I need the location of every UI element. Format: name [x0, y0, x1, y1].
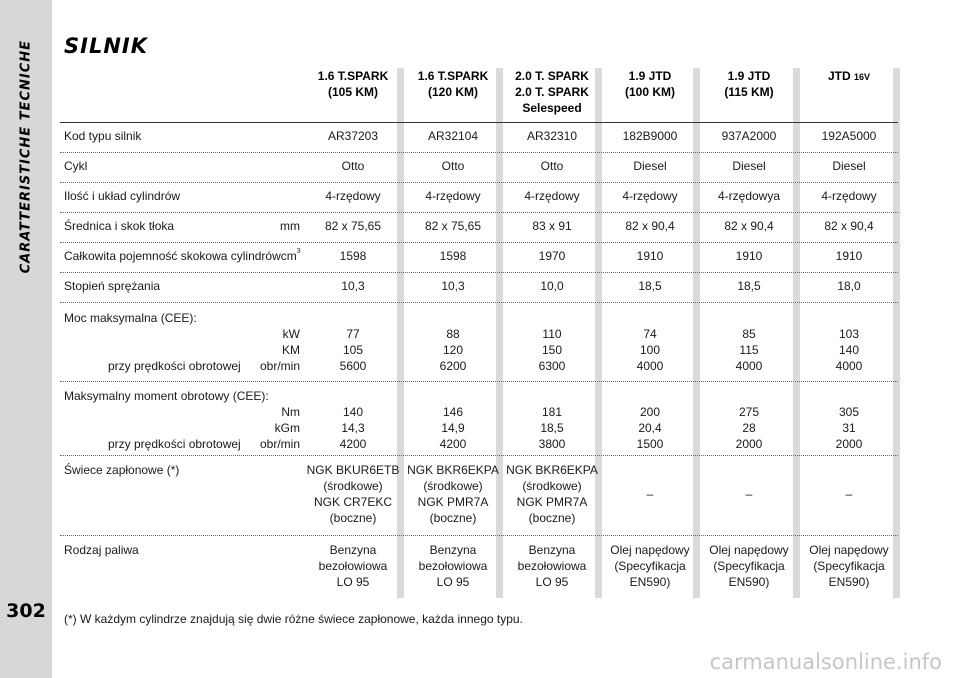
table-cell [702, 248, 796, 264]
cell-line: AR37203 [327, 129, 379, 143]
cell-line: 105 [342, 343, 364, 357]
cell-line: NGK CR7EKC [313, 495, 393, 509]
table-cell [505, 158, 599, 174]
cell-line: 31 [842, 421, 856, 435]
table-cell [802, 218, 896, 234]
table-cell [702, 404, 796, 452]
column-header [306, 68, 400, 100]
cell-line: 140 [838, 343, 860, 357]
table-cell [406, 128, 500, 144]
cell-line: 83 x 91 [532, 219, 572, 233]
table-cell [603, 486, 697, 502]
row-label [64, 462, 300, 478]
table-cell [306, 462, 400, 526]
table-cell [702, 128, 796, 144]
row-label-line [64, 218, 300, 234]
column-header-line: 1.9 JTD [727, 69, 771, 83]
table-cell [702, 278, 796, 294]
row-unit: $cm^3$ [280, 248, 301, 263]
cell-line: 305 [838, 405, 860, 419]
cell-line: 82 x 75,65 [324, 219, 382, 233]
row-label [64, 542, 300, 558]
cell-line: 14,9 [441, 421, 465, 435]
row-divider [60, 152, 898, 153]
table-cell [505, 188, 599, 204]
cell-line: 4000 [636, 359, 664, 373]
table-cell [306, 128, 400, 144]
table-cell [702, 542, 796, 590]
table-cell [505, 462, 599, 526]
cell-line: 1910 [735, 249, 763, 263]
cell-line: 275 [738, 405, 760, 419]
column-header-line: Selespeed [522, 101, 582, 115]
cell-line: 82 x 90,4 [824, 219, 874, 233]
row-sub-label [64, 436, 300, 452]
table-cell [702, 188, 796, 204]
row-label [64, 128, 300, 144]
cell-line: 28 [742, 421, 756, 435]
cell-line: 2000 [835, 437, 863, 451]
cell-line: 10,3 [441, 279, 465, 293]
cell-line: Olej napędowy [809, 543, 889, 557]
cell-line: 3800 [538, 437, 566, 451]
row-label-text: Całkowita pojemność skokowa cylindrów [64, 249, 281, 263]
row-divider [60, 242, 898, 243]
cell-line: Olej napędowy [709, 543, 789, 557]
side-margin [0, 0, 52, 678]
cell-line: EN590) [629, 575, 671, 589]
cell-line: 6300 [538, 359, 566, 373]
column-header [702, 68, 796, 100]
row-label-text: Średnica i skok tłoka [64, 219, 175, 233]
cell-line: 1910 [835, 249, 863, 263]
cell-line: 1598 [339, 249, 367, 263]
table-cell [802, 188, 896, 204]
table-cell [603, 248, 697, 264]
cell-line: 20,4 [638, 421, 662, 435]
cell-line: 4-rzędowy [325, 189, 381, 203]
cell-line: 77 [346, 327, 360, 341]
row-label-line [64, 248, 300, 264]
table-cell [406, 248, 500, 264]
cell-line: EN590) [728, 575, 770, 589]
cell-line: 2000 [735, 437, 763, 451]
cell-line: 4000 [735, 359, 763, 373]
cell-line: NGK PMR7A [417, 495, 489, 509]
row-label-text: Ilość i układ cylindrów [64, 189, 181, 203]
cell-line: 182B9000 [622, 129, 678, 143]
cell-line: 181 [541, 405, 563, 419]
cell-line: – [745, 487, 753, 501]
cell-line: Diesel [633, 159, 667, 173]
table-cell [505, 128, 599, 144]
row-divider [60, 212, 898, 213]
cell-line: 4-rzędowy [622, 189, 678, 203]
cell-line: NGK BKR6EKPA [407, 463, 499, 477]
cell-line: 4-rzędowy [524, 189, 580, 203]
cell-line: 4-rzędowy [821, 189, 877, 203]
row-unit: Nm [281, 405, 300, 419]
cell-line: 200 [639, 405, 661, 419]
cell-line: (środkowe) [423, 479, 483, 493]
cell-line: 18,5 [540, 421, 564, 435]
table-cell [306, 326, 400, 374]
table-cell [306, 278, 400, 294]
cell-line: 82 x 90,4 [625, 219, 675, 233]
row-unit: mm [280, 219, 300, 233]
table-cell [802, 486, 896, 502]
row-label-text: Stopień sprężania [64, 279, 161, 293]
cell-line: 1500 [636, 437, 664, 451]
cell-line: 140 [342, 405, 364, 419]
cell-line: 4-rzędowya [717, 189, 781, 203]
table-cell [802, 542, 896, 590]
row-label-text: Cykl [64, 159, 88, 173]
column-header [505, 68, 599, 116]
table-cell [406, 326, 500, 374]
table-cell [802, 158, 896, 174]
row-sub-text: przy prędkości obrotowej [108, 359, 241, 373]
cell-line: NGK BKUR6ETB [306, 463, 400, 477]
row-label [64, 218, 300, 234]
footnote: (*) W każdym cylindrze znajdują się dwie różne świece zapłonowe, każda innego typu. [64, 612, 523, 626]
cell-line: (Specyfikacja [813, 559, 885, 573]
row-divider [60, 272, 898, 273]
row-sub-text: przy prędkości obrotowej [108, 437, 241, 451]
table-cell [603, 188, 697, 204]
cell-line: 4200 [439, 437, 467, 451]
row-label [64, 310, 300, 374]
row-divider [60, 455, 898, 456]
row-unit: kW [282, 327, 300, 341]
table-cell [406, 278, 500, 294]
row-unit: KM [282, 343, 300, 357]
cell-line: 146 [442, 405, 464, 419]
cell-line: Olej napędowy [610, 543, 690, 557]
column-header [802, 68, 896, 85]
page-number: 302 [6, 600, 46, 622]
cell-line: bezołowiowa [517, 559, 587, 573]
cell-line: EN590) [828, 575, 870, 589]
section-title: CARATTERISTICHE TECNICHE [18, 40, 34, 274]
column-header-line: (115 KM) [724, 85, 774, 99]
table-cell [306, 218, 400, 234]
cell-line: NGK PMR7A [516, 495, 588, 509]
cell-line: Benzyna [329, 543, 377, 557]
column-header [603, 68, 697, 100]
column-header-line: (100 KM) [624, 85, 675, 99]
cell-line: Diesel [832, 159, 866, 173]
column-header-suffix: 16V [854, 72, 871, 82]
cell-line: (boczne) [329, 511, 377, 525]
row-divider [60, 182, 898, 183]
table-cell [505, 404, 599, 452]
table-cell [702, 218, 796, 234]
cell-line: 88 [446, 327, 460, 341]
cell-line: 100 [639, 343, 661, 357]
row-label [64, 248, 300, 264]
watermark: carmanualsonline.info [709, 650, 942, 674]
cell-line: bezołowiowa [318, 559, 388, 573]
table-cell [505, 248, 599, 264]
cell-line: 4200 [339, 437, 367, 451]
cell-line: 120 [442, 343, 464, 357]
column-header-line: 1.6 T.SPARK [417, 69, 489, 83]
table-cell [406, 542, 500, 590]
cell-line: (Specyfikacja [713, 559, 785, 573]
table-cell [802, 326, 896, 374]
table-cell [406, 404, 500, 452]
cell-line: AR32104 [427, 129, 479, 143]
cell-line: 18,0 [837, 279, 861, 293]
cell-line: Benzyna [429, 543, 477, 557]
cell-line: 18,5 [638, 279, 662, 293]
row-label-text: Rodzaj paliwa [64, 543, 139, 557]
table-cell [406, 188, 500, 204]
table-cell [505, 278, 599, 294]
row-unit-superscript: 3 [296, 248, 301, 255]
table-cell [802, 278, 896, 294]
row-label-text: Kod typu silnik [64, 129, 142, 143]
cell-line: 1910 [636, 249, 664, 263]
row-label [64, 188, 300, 204]
table-cell [802, 248, 896, 264]
cell-line: Otto [441, 159, 465, 173]
cell-line: Otto [540, 159, 564, 173]
cell-line: 6200 [439, 359, 467, 373]
row-label [64, 158, 300, 174]
cell-line: Diesel [732, 159, 766, 173]
cell-line: 1970 [538, 249, 566, 263]
cell-line: 82 x 75,65 [424, 219, 482, 233]
cell-line: 1598 [439, 249, 467, 263]
row-unit: kGm [274, 421, 300, 435]
cell-line: (boczne) [429, 511, 477, 525]
table-cell [505, 542, 599, 590]
table-cell [802, 128, 896, 144]
table-cell [702, 486, 796, 502]
column-header-line: 1.6 T.SPARK [317, 69, 389, 83]
cell-line: – [646, 487, 654, 501]
cell-line: 150 [541, 343, 563, 357]
table-cell [306, 188, 400, 204]
table-cell [603, 128, 697, 144]
cell-line: 18,5 [737, 279, 761, 293]
row-sub-label [64, 358, 300, 374]
cell-line: 5600 [339, 359, 367, 373]
cell-line: 115 [739, 343, 759, 357]
row-label [64, 388, 300, 452]
cell-line: LO 95 [436, 575, 470, 589]
cell-line: 74 [643, 327, 657, 341]
cell-line: 103 [838, 327, 860, 341]
table-cell [603, 278, 697, 294]
header-rule [60, 122, 898, 123]
row-label-text: Świece zapłonowe (*) [64, 463, 180, 477]
table-cell [702, 158, 796, 174]
cell-line: 85 [742, 327, 756, 341]
table-cell [306, 248, 400, 264]
row-divider [60, 535, 898, 536]
table-cell [306, 158, 400, 174]
table-cell [306, 404, 400, 452]
cell-line: bezołowiowa [418, 559, 488, 573]
cell-line: (środkowe) [522, 479, 582, 493]
table-cell [603, 404, 697, 452]
cell-line: LO 95 [535, 575, 569, 589]
cell-line: Benzyna [528, 543, 576, 557]
table-cell [306, 542, 400, 590]
row-label-text: Moc maksymalna (CEE): [64, 311, 197, 325]
cell-line: 937A2000 [721, 129, 777, 143]
table-cell [702, 326, 796, 374]
column-header [406, 68, 500, 100]
row-label [64, 278, 300, 294]
table-cell [406, 462, 500, 526]
row-label-text: Maksymalny moment obrotowy (CEE): [64, 389, 269, 403]
row-divider [60, 302, 898, 303]
cell-line: NGK BKR6EKPA [506, 463, 598, 477]
table-cell [406, 218, 500, 234]
page-title: SILNIK [64, 34, 148, 58]
cell-line: Otto [341, 159, 365, 173]
table-cell [505, 218, 599, 234]
column-header-main: JTD [827, 69, 851, 83]
cell-line: 110 [542, 327, 562, 341]
cell-line: LO 95 [336, 575, 370, 589]
row-divider [60, 381, 898, 382]
cell-line: 4-rzędowy [425, 189, 481, 203]
cell-line: (środkowe) [323, 479, 383, 493]
cell-line: 192A5000 [821, 129, 877, 143]
cell-line: 10,3 [341, 279, 365, 293]
cell-line: 14,3 [341, 421, 365, 435]
row-sub-unit: obr/min [259, 359, 300, 373]
cell-line: 82 x 90,4 [724, 219, 774, 233]
column-header-line: (120 KM) [427, 85, 478, 99]
cell-line: 4000 [835, 359, 863, 373]
cell-line: – [845, 487, 853, 501]
table-cell [603, 542, 697, 590]
table-cell [505, 326, 599, 374]
cell-line: AR32310 [526, 129, 578, 143]
table-cell [802, 404, 896, 452]
cell-line: (Specyfikacja [614, 559, 686, 573]
column-header-line: 1.9 JTD [628, 69, 672, 83]
table-cell [603, 326, 697, 374]
table-cell [603, 158, 697, 174]
column-header-line: (105 KM) [327, 85, 378, 99]
row-sub-unit: obr/min [259, 437, 300, 451]
cell-line: 10,0 [540, 279, 564, 293]
column-header-line: 2.0 T. SPARK [515, 85, 589, 99]
table-cell [406, 158, 500, 174]
table-cell [603, 218, 697, 234]
column-header-line: 2.0 T. SPARK [515, 69, 589, 83]
cell-line: (boczne) [528, 511, 576, 525]
